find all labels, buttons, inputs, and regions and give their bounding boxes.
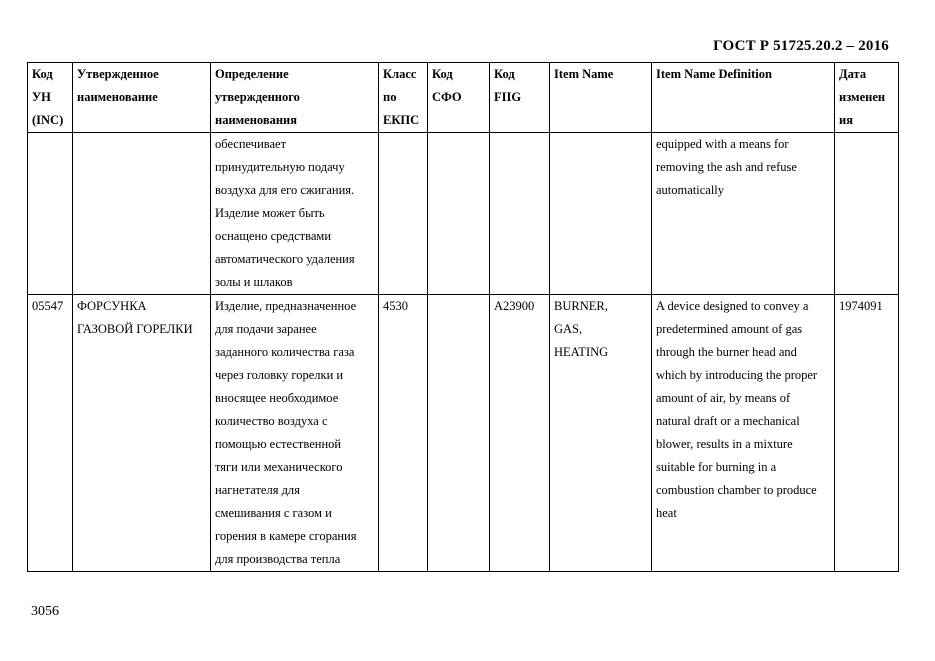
cell-item-name: BURNER, GAS, HEATING <box>550 295 652 572</box>
cell-approved-name <box>73 133 211 295</box>
cell-ekps-class: 4530 <box>379 295 428 572</box>
cell-change-date <box>835 133 899 295</box>
col-header-item-name-definition: Item Name Definition <box>652 63 835 133</box>
col-header-definition: Определение утвержденного наименования <box>211 63 379 133</box>
cell-approved-name: ФОРСУНКА ГАЗОВОЙ ГОРЕЛКИ <box>73 295 211 572</box>
nomenclature-table <box>27 62 899 572</box>
col-header-inc: Код УН (INC) <box>28 63 73 133</box>
cell-definition: Изделие, предназначенное для подачи заранее заданного количества газа через головку горелки и вносящее необходимое количество воздуха с помощью естественной тяги или механического нагнетателя для смешивания с газом и горения в камере сгорания для производства тепла <box>211 295 379 572</box>
cell-item-name-definition: A device designed to convey a predetermined amount of gas through the burner head and which by introducing the proper amount of air, by means of natural draft or a mechanical blower, results in a mixture suitable for burning in a combustion chamber to produce heat <box>652 295 835 572</box>
cell-item-name-definition: equipped with a means for removing the ash and refuse automatically <box>652 133 835 295</box>
table-row <box>28 295 899 572</box>
cell-sfo-code <box>428 133 490 295</box>
table-header-row <box>28 63 899 133</box>
cell-fiig-code <box>490 133 550 295</box>
cell-item-name <box>550 133 652 295</box>
cell-fiig-code: A23900 <box>490 295 550 572</box>
col-header-ekps-class: Класс по ЕКПС <box>379 63 428 133</box>
col-header-item-name: Item Name <box>550 63 652 133</box>
col-header-approved-name: Утвержденное наименование <box>73 63 211 133</box>
document-title: ГОСТ Р 51725.20.2 – 2016 <box>713 38 889 54</box>
cell-ekps-class <box>379 133 428 295</box>
cell-inc: 05547 <box>28 295 73 572</box>
cell-sfo-code <box>428 295 490 572</box>
page-number: 3056 <box>31 604 59 619</box>
cell-inc <box>28 133 73 295</box>
col-header-fiig-code: Код FIIG <box>490 63 550 133</box>
table-row <box>28 133 899 295</box>
col-header-change-date: Дата изменен ия <box>835 63 899 133</box>
col-header-sfo-code: Код СФО <box>428 63 490 133</box>
cell-change-date: 1974091 <box>835 295 899 572</box>
cell-definition: обеспечивает принудительную подачу воздуха для его сжигания. Изделие может быть оснащено средствами автоматического удаления золы и шлаков <box>211 133 379 295</box>
